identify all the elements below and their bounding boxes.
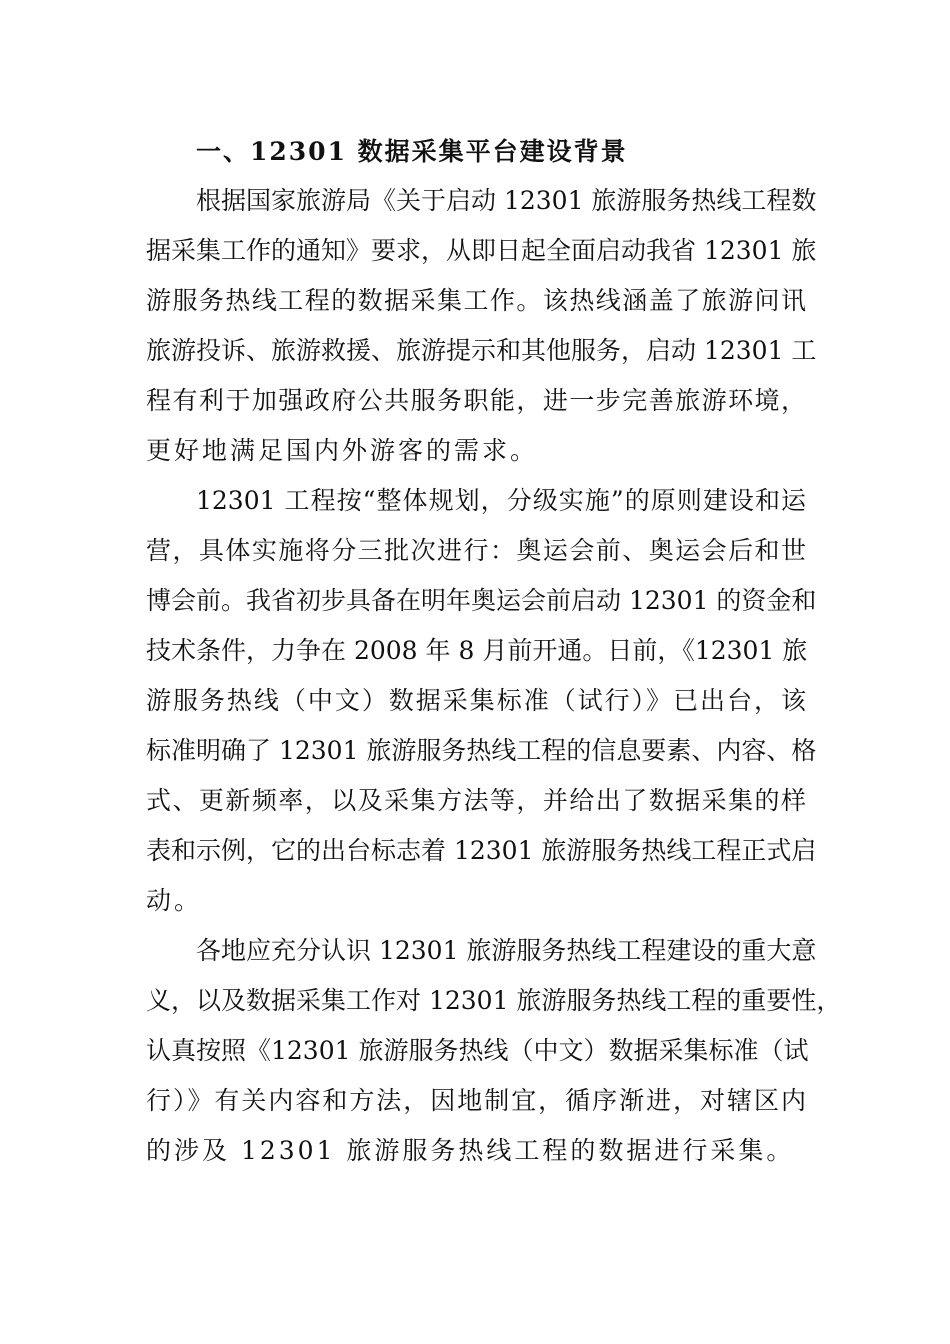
paragraph-1-line-3: 游服务热线工程的数据采集工作。该热线涵盖了旅游问讯: [146, 286, 806, 315]
paragraph-3-line-1: 各地应充分认识 12301 旅游服务热线工程建设的重大意: [196, 936, 817, 965]
paragraph-2-line-1: 12301 工程按“整体规划，分级实施”的原则建设和运: [196, 486, 806, 515]
paragraph-1-line-4: 旅游投诉、旅游救援、旅游提示和其他服务，启动 12301 工: [146, 336, 817, 365]
paragraph-3-line-4: 行）》有关内容和方法，因地制宜，循序渐进，对辖区内: [146, 1086, 806, 1115]
paragraph-1-line-2: 据采集工作的通知》要求，从即日起全面启动我省 12301 旅: [146, 236, 817, 265]
paragraph-2-line-3: 博会前。我省初步具备在明年奥运会前启动 12301 的资金和: [146, 586, 817, 615]
paragraph-2-line-5: 游服务热线（中文）数据采集标准（试行）》已出台，该: [146, 686, 806, 715]
paragraph-2-line-6: 标准明确了 12301 旅游服务热线工程的信息要素、内容、格: [146, 736, 817, 765]
paragraph-1-line-6: 更好地满足国内外游客的需求。: [146, 436, 539, 465]
section-heading: 一、12301 数据采集平台建设背景: [196, 137, 628, 166]
paragraph-2-line-4: 技术条件，力争在 2008 年 8 月前开通。日前，《12301 旅: [146, 636, 808, 665]
paragraph-3-line-2: 义，以及数据采集工作对 12301 旅游服务热线工程的重要性，: [146, 986, 842, 1015]
paragraph-2-line-2: 营，具体实施将分三批次进行：奥运会前、奥运会后和世: [146, 536, 806, 565]
paragraph-2-line-9: 动。: [146, 886, 203, 915]
paragraph-3-line-3: 认真按照《12301 旅游服务热线（中文）数据采集标准（试: [146, 1036, 809, 1065]
paragraph-1-line-5: 程有利于加强政府公共服务职能，进一步完善旅游环境，: [146, 386, 806, 415]
paragraph-3-line-5: 的涉及 12301 旅游服务热线工程的数据进行采集。: [146, 1136, 795, 1165]
paragraph-2-line-7: 式、更新频率，以及采集方法等，并给出了数据采集的样: [146, 786, 806, 815]
paragraph-1-line-1: 根据国家旅游局《关于启动 12301 旅游服务热线工程数: [196, 186, 817, 215]
paragraph-2-line-8: 表和示例，它的出台标志着 12301 旅游服务热线工程正式启: [146, 836, 817, 865]
